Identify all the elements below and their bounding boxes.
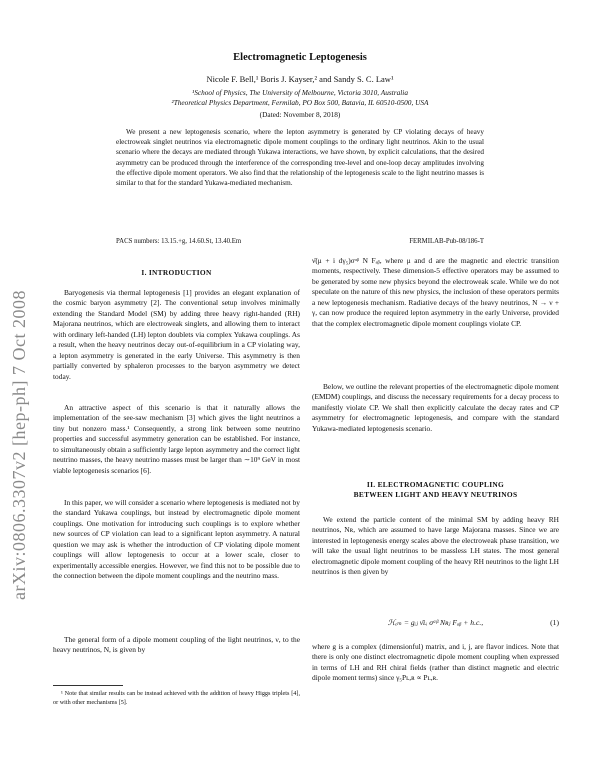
affiliation-fermilab: ²Theoretical Physics Department, Fermilab, PO Box 500, Batavia, IL 60510-0500, USA	[171, 98, 429, 107]
arxiv-identifier: arXiv:0806.3307v2 [hep-ph] 7 Oct 2008	[9, 290, 29, 600]
date-line: (Dated: November 8, 2018)	[259, 110, 341, 119]
pacs-numbers: PACS numbers: 13.15.+g, 14.60.St, 13.40.Em	[116, 238, 242, 245]
section-heading-line-2: BETWEEN LIGHT AND HEAVY NEUTRINOS	[353, 490, 518, 499]
equation-1-body: ℋₑₘ = gᵢⱼ ν̄ʟᵢ σᵅᵝ Nʀⱼ Fₐᵦ + h.c.,	[387, 618, 484, 627]
section-heading-em-coupling	[312, 480, 559, 500]
affiliation-melbourne: ¹School of Physics, The University of Melbourne, Victoria 3010, Australia	[192, 88, 408, 97]
footnote-divider	[53, 685, 123, 686]
intro-paragraph-3: In this paper, we will consider a scenario where leptogenesis is mediated not by the standard Yukawa couplings, but instead by electromagnetic dipole moment couplings. One motivation for introducing such couplings is to explore whether new sources of CP violation can lead to a significant lepton asymmetry. A natural question we may ask is whether the introduction of CP violating dipole moment couplings will allow leptogenesis to occur at a lower scale, closer to experimentally accessible energies. However, we find this not to be possible due to the connection between the dipole moment couplings and the neutrino mass.	[53, 498, 300, 581]
equation-1	[312, 617, 559, 629]
paper-title: Electromagnetic Leptogenesis	[233, 52, 367, 63]
intro-paragraph-2: An attractive aspect of this scenario is that it naturally allows the implementation of the see-saw mechanism [3] which gives the light neutrinos a tiny but nonzero mass.¹ Consequently, a strong link between some neutrino properties and successful asymmetry generation can be established. For instance, to simultaneously obtain a sufficiently large lepton asymmetry and the correct light neutrino masses, the heavy neutrino masses must be larger than ∼10⁹ GeV in most viable leptogenesis scenarios [6].	[53, 403, 300, 475]
intro-paragraph-1: Baryogenesis via thermal leptogenesis [1] provides an elegant explanation of the cosmic baryon asymmetry [2]. The conventional setup involves minimally extending the Standard Model (SM) by adding three heavy right-handed (RH) Majorana neutrinos, which are electroweak singlets, and allowing them to interact with ordinary left-handed (LH) lepton doublets via complex Yukawa couplings. As a result, when the heavy neutrinos decay out-of-equilibrium in a CP violating way, a lepton asymmetry is generated in the early Universe. This asymmetry is then partially converted by sphaleron processes to the baryon asymmetry we detect today.	[53, 288, 300, 381]
equation-1-number: (1)	[550, 618, 559, 627]
author-list: Nicole F. Bell,¹ Boris J. Kayser,² and Sandy S. C. Law¹	[206, 74, 394, 84]
coupling-paragraph-2: where g is a complex (dimensionful) matrix, and i, j, are flavor indices. Note that there is only one distinct electromagnetic dipole moment coupling when expressed in terms of LH and RH chiral fields (rather than distinct magnetic and electric dipole moment terms) since γ₅Pʟ,ʀ ∝ Pʟ,ʀ.	[312, 642, 559, 683]
abstract: We present a new leptogenesis scenario, where the lepton asymmetry is generated by CP violating decays of heavy electroweak singlet neutrinos via electromagnetic dipole moment couplings to the ordinary light neutrinos. Akin to the usual scenario where the decays are mediated through Yukawa interactions, we have shown, by explicit calculations, that the desired asymmetry can be produced through the interference of the corresponding tree-level and one-loop decay amplitudes involving the effective dipole moment operators. We also find that the relationship of the leptogenesis scale to the light neutrino masses is similar to that for the standard Yukawa-mediated mechanism.	[116, 128, 484, 188]
report-number: FERMILAB-Pub-08/186-T	[409, 238, 484, 245]
intro-paragraph-4: The general form of a dipole moment coupling of the light neutrinos, ν, to the heavy neutrinos, N, is given by	[53, 635, 300, 655]
coupling-paragraph: We extend the particle content of the minimal SM by adding heavy RH neutrinos, Nʀ, which are assumed to have large Majorana masses. Since we are interested in leptogenesis energy scales above the electroweak phase transition, we will take the usual light neutrinos to be massless LH states. The most general electromagnetic dipole moment coupling of the heavy RH neutrinos to the light LH neutrinos is then given by	[312, 515, 559, 577]
intro-paragraph-continued: ν̄(μ + i dγ₅)σᵅᵝ N Fₐᵦ, where μ and d are the magnetic and electric transition moments, respectively. These dimension-5 effective operators may be assumed to be generated by some new physics beyond the electroweak scale. While we do not speculate on the nature of this new physics, the inclusion of these operators permits a new leptogenesis mechanism. Radiative decays of the heavy neutrinos, N → ν + γ, can now produce the required lepton asymmetry in the early Universe, provided that the complex electromagnetic dipole moment couplings violate CP.	[312, 256, 559, 328]
footnote-1: ¹ Note that similar results can be instead achieved with the addition of heavy Higgs triplets [4], or with other mechanisms [5].	[53, 690, 300, 706]
intro-paragraph-5: Below, we outline the relevant properties of the electromagnetic dipole moment (EMDM) couplings, and discuss the necessary requirements for a decay process to manifestly violate CP. We shall then explicitly calculate the decay rates and CP asymmetry for electromagnetic leptogenesis, and compare with the standard Yukawa-mediated leptogenesis scenario.	[312, 382, 559, 433]
section-heading-line-1: II. ELECTROMAGNETIC COUPLING	[366, 480, 505, 489]
section-heading-introduction: I. INTRODUCTION	[141, 268, 212, 277]
